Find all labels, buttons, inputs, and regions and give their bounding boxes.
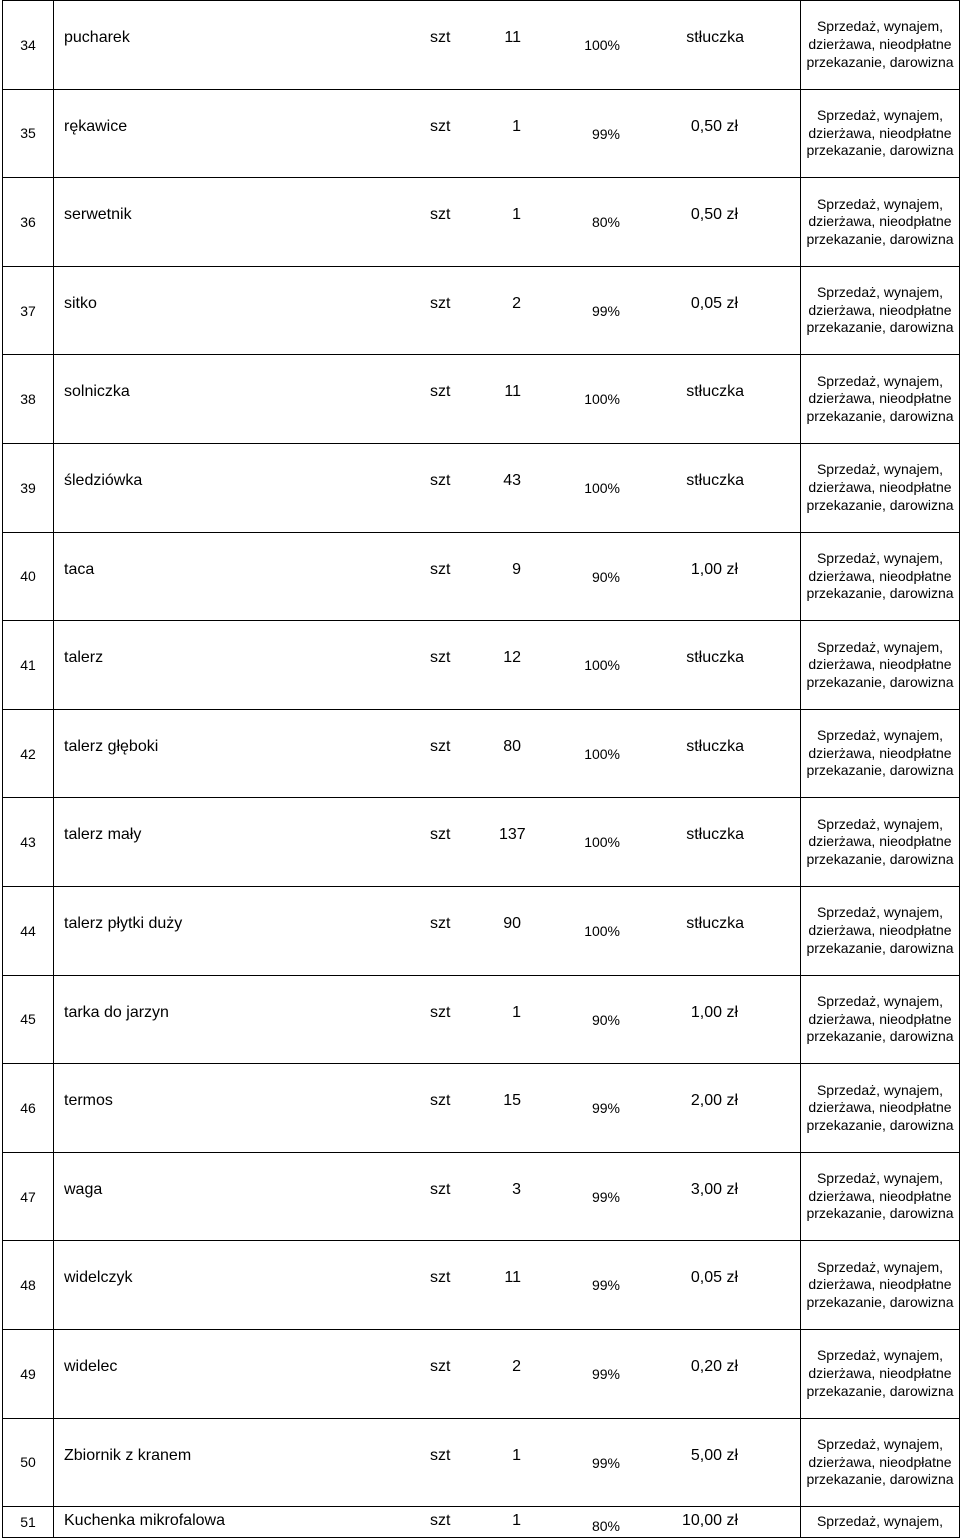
item-name: solniczka bbox=[64, 383, 130, 401]
item-disposal-method: Sprzedaż, wynajem, dzierżawa, nieodpłatne przekazanie, darowizna bbox=[801, 1329, 960, 1418]
item-quantity: 80 bbox=[503, 737, 521, 755]
item-name: Kuchenka mikrofalowa bbox=[64, 1512, 225, 1530]
item-name: taca bbox=[64, 560, 95, 578]
row-number: 35 bbox=[3, 89, 54, 178]
item-details-cell bbox=[54, 709, 801, 798]
item-unit: szt bbox=[430, 206, 451, 224]
table-row bbox=[3, 1241, 960, 1330]
item-details-cell bbox=[54, 886, 801, 975]
item-quantity: 1 bbox=[512, 1512, 521, 1530]
table-row bbox=[3, 266, 960, 355]
item-quantity: 15 bbox=[503, 1092, 521, 1110]
item-name: sitko bbox=[64, 294, 97, 312]
table-row bbox=[3, 1152, 960, 1241]
row-number: 37 bbox=[3, 266, 54, 355]
item-details-cell bbox=[54, 355, 801, 444]
item-name: widelec bbox=[64, 1357, 118, 1375]
item-details bbox=[54, 887, 800, 975]
item-quantity: 1 bbox=[512, 206, 521, 224]
item-details-cell bbox=[54, 1064, 801, 1153]
item-details-cell bbox=[54, 178, 801, 267]
row-number: 45 bbox=[3, 975, 54, 1064]
item-wear-percent: 99% bbox=[591, 1188, 620, 1205]
item-unit: szt bbox=[430, 1269, 451, 1287]
item-details-cell bbox=[54, 443, 801, 532]
item-quantity: 9 bbox=[512, 560, 521, 578]
item-wear-percent: 90% bbox=[591, 1011, 620, 1028]
item-name: Zbiornik z kranem bbox=[64, 1446, 192, 1464]
item-quantity: 1 bbox=[512, 1003, 521, 1021]
item-quantity: 2 bbox=[512, 294, 521, 312]
item-name: rękawice bbox=[64, 117, 128, 135]
item-quantity: 43 bbox=[503, 471, 521, 489]
table-row bbox=[3, 1507, 960, 1538]
row-number: 44 bbox=[3, 886, 54, 975]
item-wear-percent: 100% bbox=[584, 479, 620, 496]
item-value: 0,50 zł bbox=[690, 117, 738, 135]
item-value: stłuczka bbox=[686, 471, 744, 489]
item-disposal-method: Sprzedaż, wynajem, dzierżawa, nieodpłatne przekazanie, darowizna bbox=[801, 621, 960, 710]
item-wear-percent: 80% bbox=[591, 1518, 620, 1535]
item-unit: szt bbox=[430, 1180, 451, 1198]
item-wear-percent: 99% bbox=[591, 125, 620, 142]
item-name: talerz bbox=[64, 649, 104, 667]
item-value: 0,20 zł bbox=[690, 1357, 738, 1375]
table-row bbox=[3, 709, 960, 798]
item-disposal-method: Sprzedaż, wynajem, dzierżawa, nieodpłatne przekazanie, darowizna bbox=[801, 532, 960, 621]
row-number: 47 bbox=[3, 1152, 54, 1241]
table-row bbox=[3, 1329, 960, 1418]
item-unit: szt bbox=[430, 1003, 451, 1021]
row-number: 36 bbox=[3, 178, 54, 267]
row-number: 43 bbox=[3, 798, 54, 887]
item-unit: szt bbox=[430, 383, 451, 401]
item-disposal-method: Sprzedaż, wynajem, dzierżawa, nieodpłatne przekazanie, darowizna bbox=[801, 709, 960, 798]
item-details bbox=[54, 178, 800, 266]
item-unit: szt bbox=[430, 737, 451, 755]
item-wear-percent: 100% bbox=[584, 391, 620, 408]
inventory-table-body bbox=[3, 1, 960, 1538]
item-disposal-method: Sprzedaż, wynajem, dzierżawa, nieodpłatne przekazanie, darowizna bbox=[801, 798, 960, 887]
item-details-cell bbox=[54, 532, 801, 621]
item-wear-percent: 99% bbox=[591, 1277, 620, 1294]
item-name: termos bbox=[64, 1092, 113, 1110]
row-number: 34 bbox=[3, 1, 54, 90]
item-disposal-method: Sprzedaż, wynajem, dzierżawa, nieodpłatne przekazanie, darowizna bbox=[801, 1064, 960, 1153]
item-value: 0,50 zł bbox=[690, 206, 738, 224]
item-wear-percent: 100% bbox=[584, 37, 620, 53]
item-wear-percent: 90% bbox=[591, 568, 620, 585]
item-details bbox=[54, 1153, 800, 1241]
item-quantity: 11 bbox=[504, 29, 521, 46]
table-row bbox=[3, 355, 960, 444]
table-row bbox=[3, 975, 960, 1064]
item-disposal-method: Sprzedaż, wynajem, dzierżawa, nieodpłatne przekazanie, darowizna bbox=[801, 178, 960, 267]
item-details bbox=[54, 267, 800, 355]
item-unit: szt bbox=[430, 1446, 451, 1464]
item-details bbox=[54, 976, 800, 1064]
row-number: 49 bbox=[3, 1329, 54, 1418]
item-value: stłuczka bbox=[686, 737, 744, 755]
item-details bbox=[54, 1, 800, 89]
row-number: 41 bbox=[3, 621, 54, 710]
item-name: waga bbox=[64, 1180, 103, 1198]
item-details bbox=[54, 533, 800, 621]
item-details bbox=[54, 621, 800, 709]
item-details bbox=[54, 1241, 800, 1329]
item-disposal-method: Sprzedaż, wynajem, dzierżawa, nieodpłatne przekazanie, darowizna bbox=[801, 355, 960, 444]
item-value: 5,00 zł bbox=[690, 1446, 738, 1464]
item-unit: szt bbox=[430, 117, 451, 135]
item-details-cell bbox=[54, 1152, 801, 1241]
item-disposal-method: Sprzedaż, wynajem, dzierżawa, nieodpłatne przekazanie, darowizna bbox=[801, 1418, 960, 1507]
item-details-cell bbox=[54, 1, 801, 90]
row-number: 40 bbox=[3, 532, 54, 621]
item-unit: szt bbox=[430, 471, 451, 489]
item-wear-percent: 99% bbox=[591, 1100, 620, 1117]
row-number: 39 bbox=[3, 443, 54, 532]
item-disposal-method: Sprzedaż, wynajem, dzierżawa, nieodpłatne przekazanie, darowizna bbox=[801, 443, 960, 532]
item-details bbox=[54, 90, 800, 178]
item-details bbox=[54, 798, 800, 886]
table-row bbox=[3, 798, 960, 887]
table-row bbox=[3, 621, 960, 710]
item-unit: szt bbox=[430, 560, 451, 578]
row-number: 50 bbox=[3, 1418, 54, 1507]
item-value: 0,05 zł bbox=[690, 1269, 738, 1287]
item-disposal-method: Sprzedaż, wynajem, dzierżawa, nieodpłatne przekazanie, darowizna bbox=[801, 1152, 960, 1241]
table-row bbox=[3, 178, 960, 267]
item-name: widelczyk bbox=[64, 1269, 133, 1287]
item-name: śledziówka bbox=[64, 471, 143, 489]
item-disposal-method: Sprzedaż, wynajem, dzierżawa, nieodpłatne przekazanie, darowizna bbox=[801, 886, 960, 975]
item-value: 1,00 zł bbox=[690, 1003, 738, 1021]
item-quantity: 2 bbox=[512, 1357, 521, 1375]
item-wear-percent: 100% bbox=[584, 657, 620, 674]
item-details bbox=[54, 1064, 800, 1152]
item-value: stłuczka bbox=[686, 29, 744, 46]
item-value: 10,00 zł bbox=[681, 1512, 738, 1530]
item-quantity: 1 bbox=[512, 117, 521, 135]
item-unit: szt bbox=[430, 826, 451, 844]
item-details bbox=[54, 1330, 800, 1418]
row-number: 42 bbox=[3, 709, 54, 798]
table-row bbox=[3, 532, 960, 621]
item-unit: szt bbox=[430, 1512, 451, 1530]
item-value: 3,00 zł bbox=[690, 1180, 738, 1198]
item-wear-percent: 100% bbox=[584, 745, 620, 762]
item-value: stłuczka bbox=[686, 914, 744, 932]
row-number: 38 bbox=[3, 355, 54, 444]
item-quantity: 3 bbox=[512, 1180, 521, 1198]
item-disposal-method: Sprzedaż, wynajem, dzierżawa, nieodpłatne przekazanie, darowizna bbox=[801, 1241, 960, 1330]
row-number: 46 bbox=[3, 1064, 54, 1153]
item-details bbox=[54, 1507, 800, 1537]
item-value: stłuczka bbox=[686, 826, 744, 844]
item-details-cell bbox=[54, 1241, 801, 1330]
item-name: serwetnik bbox=[64, 206, 132, 224]
item-name: talerz głęboki bbox=[64, 737, 159, 755]
item-disposal-method: Sprzedaż, wynajem, dzierżawa, nieodpłatne przekazanie, darowizna bbox=[801, 975, 960, 1064]
item-quantity: 137 bbox=[499, 826, 526, 844]
item-wear-percent: 100% bbox=[584, 922, 620, 939]
item-details-cell bbox=[54, 1507, 801, 1538]
item-details bbox=[54, 355, 800, 443]
item-value: stłuczka bbox=[686, 649, 744, 667]
item-details bbox=[54, 710, 800, 798]
item-quantity: 1 bbox=[512, 1446, 521, 1464]
item-details-cell bbox=[54, 1418, 801, 1507]
row-number: 48 bbox=[3, 1241, 54, 1330]
table-row bbox=[3, 1418, 960, 1507]
item-details-cell bbox=[54, 1329, 801, 1418]
item-value: 2,00 zł bbox=[690, 1092, 738, 1110]
item-unit: szt bbox=[430, 1092, 451, 1110]
item-wear-percent: 99% bbox=[591, 302, 620, 319]
item-disposal-method: Sprzedaż, wynajem, dzierżawa, nieodpłatne przekazanie, darowizna bbox=[801, 266, 960, 355]
row-number: 51 bbox=[3, 1507, 54, 1538]
table-row bbox=[3, 1, 960, 90]
item-name: pucharek bbox=[64, 29, 130, 46]
table-row bbox=[3, 1064, 960, 1153]
item-unit: szt bbox=[430, 294, 451, 312]
item-name: talerz mały bbox=[64, 826, 142, 844]
item-name: talerz płytki duży bbox=[64, 914, 183, 932]
item-wear-percent: 99% bbox=[591, 1454, 620, 1471]
item-quantity: 12 bbox=[503, 649, 521, 667]
item-wear-percent: 99% bbox=[591, 1365, 620, 1382]
item-details-cell bbox=[54, 266, 801, 355]
item-unit: szt bbox=[430, 914, 451, 932]
item-details-cell bbox=[54, 798, 801, 887]
item-disposal-method: Sprzedaż, wynajem, dzierżawa, nieodpłatne przekazanie, darowizna bbox=[801, 1, 960, 90]
inventory-table bbox=[2, 0, 960, 1538]
item-name: tarka do jarzyn bbox=[64, 1003, 169, 1021]
item-value: stłuczka bbox=[686, 383, 744, 401]
item-details bbox=[54, 444, 800, 532]
item-value: 0,05 zł bbox=[690, 294, 738, 312]
item-details-cell bbox=[54, 89, 801, 178]
item-wear-percent: 80% bbox=[591, 214, 620, 231]
item-details bbox=[54, 1419, 800, 1507]
item-quantity: 11 bbox=[504, 1269, 521, 1287]
item-disposal-method: Sprzedaż, wynajem, bbox=[801, 1507, 960, 1538]
item-unit: szt bbox=[430, 29, 451, 46]
item-value: 1,00 zł bbox=[690, 560, 738, 578]
item-unit: szt bbox=[430, 649, 451, 667]
item-details-cell bbox=[54, 975, 801, 1064]
item-details-cell bbox=[54, 621, 801, 710]
item-disposal-method: Sprzedaż, wynajem, dzierżawa, nieodpłatne przekazanie, darowizna bbox=[801, 89, 960, 178]
item-quantity: 11 bbox=[504, 383, 521, 401]
item-quantity: 90 bbox=[503, 914, 521, 932]
table-row bbox=[3, 886, 960, 975]
item-unit: szt bbox=[430, 1357, 451, 1375]
item-wear-percent: 100% bbox=[584, 834, 620, 851]
table-row bbox=[3, 443, 960, 532]
table-row bbox=[3, 89, 960, 178]
